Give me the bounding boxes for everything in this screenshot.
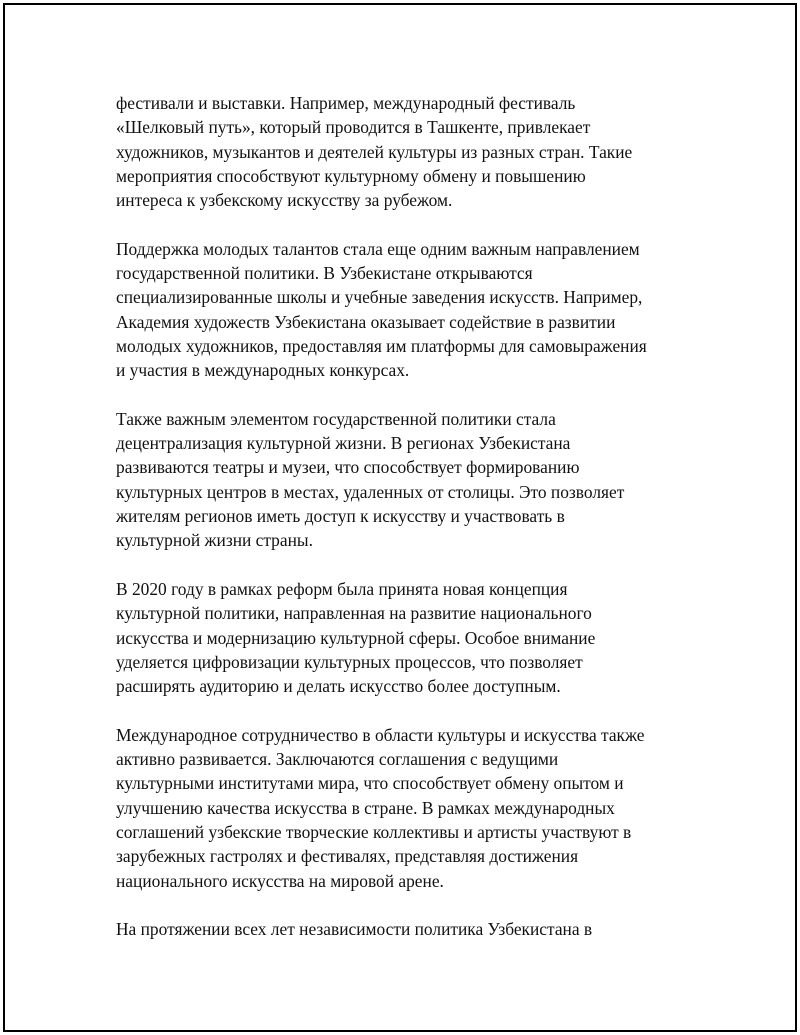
- text-line: Академия художеств Узбекистана оказывает содействие в развитии: [116, 311, 616, 332]
- text-line: развиваются театры и музеи, что способствует формированию: [116, 457, 580, 478]
- text-line: культурных центров в местах, удаленных от столицы. Это позволяет: [116, 481, 625, 502]
- text-line: культурными институтами мира, что способствует обмену опытом и: [116, 773, 624, 794]
- text-line: интереса к узбекскому искусству за рубежом.: [116, 190, 453, 211]
- text-line: В 2020 году в рамках реформ была принята новая концепция: [116, 578, 568, 599]
- text-line: Поддержка молодых талантов стала еще одним важным направлением: [116, 238, 640, 259]
- text-line: активно развивается. Заключаются соглашения с ведущими: [116, 749, 559, 770]
- text-line: мероприятия способствуют культурному обмену и повышению: [116, 165, 586, 186]
- text-line: фестивали и выставки. Например, международный фестиваль: [116, 93, 576, 113]
- text-line: специализированные школы и учебные заведения искусств. Например,: [116, 287, 643, 308]
- text-line: Международное сотрудничество в области культуры и искусства также: [116, 724, 645, 745]
- text-line: художников, музыкантов и деятелей культуры из разных стран. Такие: [116, 141, 633, 162]
- paragraph: [116, 723, 696, 893]
- document-body: [116, 91, 696, 966]
- text-line: улучшению качества искусства в стране. В рамках международных: [116, 797, 615, 818]
- paragraph: [116, 237, 696, 383]
- paragraph: [116, 91, 696, 212]
- text-line: На протяжении всех лет независимости политика Узбекистана в: [116, 919, 593, 940]
- text-line: молодых художников, предоставляя им платформы для самовыражения: [116, 335, 647, 356]
- text-line: культурной жизни страны.: [116, 530, 313, 551]
- text-line: расширять аудиторию и делать искусство более доступным.: [116, 676, 561, 697]
- text-line: государственной политики. В Узбекистане открываются: [116, 263, 533, 284]
- paragraph: [116, 407, 696, 553]
- text-line: культурной политики, направленная на развитие национального: [116, 603, 592, 624]
- text-line: искусства и модернизацию культурной сферы. Особое внимание: [116, 627, 596, 648]
- text-line: уделяется цифровизации культурных процессов, что позволяет: [116, 651, 583, 672]
- text-line: зарубежных гастролях и фестивалях, представляя достижения: [116, 846, 579, 867]
- text-line: «Шелковый путь», который проводится в Ташкенте, привлекает: [116, 117, 591, 138]
- text-line: децентрализация культурной жизни. В регионах Узбекистана: [116, 433, 571, 454]
- paragraph: [116, 917, 696, 941]
- paragraph: [116, 577, 696, 698]
- text-line: и участия в международных конкурсах.: [116, 360, 410, 381]
- text-line: соглашений узбекские творческие коллективы и артисты участвуют в: [116, 821, 632, 842]
- text-line: жителям регионов иметь доступ к искусству и участвовать в: [116, 506, 565, 527]
- text-line: Также важным элементом государственной политики стала: [116, 408, 556, 429]
- text-line: национального искусства на мировой арене.: [116, 870, 444, 891]
